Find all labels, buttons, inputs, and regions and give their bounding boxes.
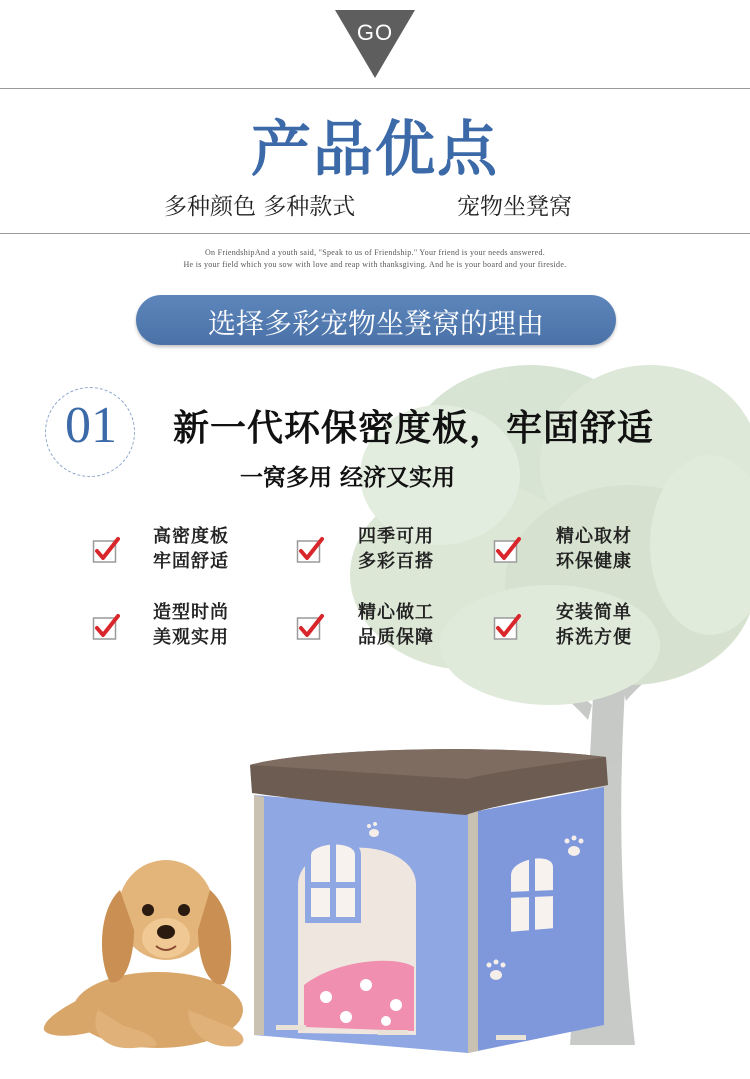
page-title: 产品优点 xyxy=(251,115,499,185)
puppy-image xyxy=(38,850,263,1060)
checkbox-checked-icon xyxy=(493,613,521,641)
checkbox-checked-icon xyxy=(92,613,120,641)
feature-item-6 xyxy=(556,600,632,650)
checkbox-checked-icon xyxy=(296,536,324,564)
feature-item-1 xyxy=(153,524,229,574)
feature-line: 美观实用 xyxy=(153,627,229,648)
english-text-line-2: He is your field which you sow with love and reap with thanksgiving. And he is your board and your fireside. xyxy=(183,260,567,269)
checkbox-checked-icon xyxy=(92,536,120,564)
feature-line: 精心做工 xyxy=(358,602,434,623)
feature-line: 造型时尚 xyxy=(153,602,229,623)
feature-item-3 xyxy=(556,524,632,574)
feature-line: 品质保障 xyxy=(358,627,434,648)
english-text-line-1: On FriendshipAnd a youth said, "Speak to us of Friendship." Your friend is your needs answered. xyxy=(204,248,546,257)
checkbox-checked-icon xyxy=(493,536,521,564)
section-subheadline: 一窝多用 经济又实用 xyxy=(240,465,456,491)
feature-line: 多彩百搭 xyxy=(358,551,434,572)
section-number: 01 xyxy=(65,397,117,454)
checkbox-checked-icon xyxy=(296,613,324,641)
feature-line: 拆洗方便 xyxy=(556,627,632,648)
section-headline: 新一代环保密度板，牢固舒适 xyxy=(173,408,655,449)
feature-line: 环保健康 xyxy=(556,551,632,572)
feature-item-4 xyxy=(153,600,229,650)
feature-line: 精心取材 xyxy=(556,526,632,547)
go-label: GO xyxy=(356,20,394,45)
feature-item-5 xyxy=(358,600,434,650)
top-divider xyxy=(0,88,750,89)
feature-line: 安装简单 xyxy=(556,602,632,623)
feature-item-2 xyxy=(358,524,434,574)
subtitle-left: 多种颜色 多种款式 xyxy=(164,194,356,220)
feature-line: 高密度板 xyxy=(153,526,229,547)
reason-banner-label: 选择多彩宠物坐凳窝的理由 xyxy=(207,307,544,340)
feature-line: 四季可用 xyxy=(358,526,434,547)
feature-line: 牢固舒适 xyxy=(153,551,229,572)
pet-stool-house-image xyxy=(246,735,608,1055)
bottom-divider xyxy=(0,233,750,234)
subtitle-right: 宠物坐凳窝 xyxy=(457,194,572,220)
